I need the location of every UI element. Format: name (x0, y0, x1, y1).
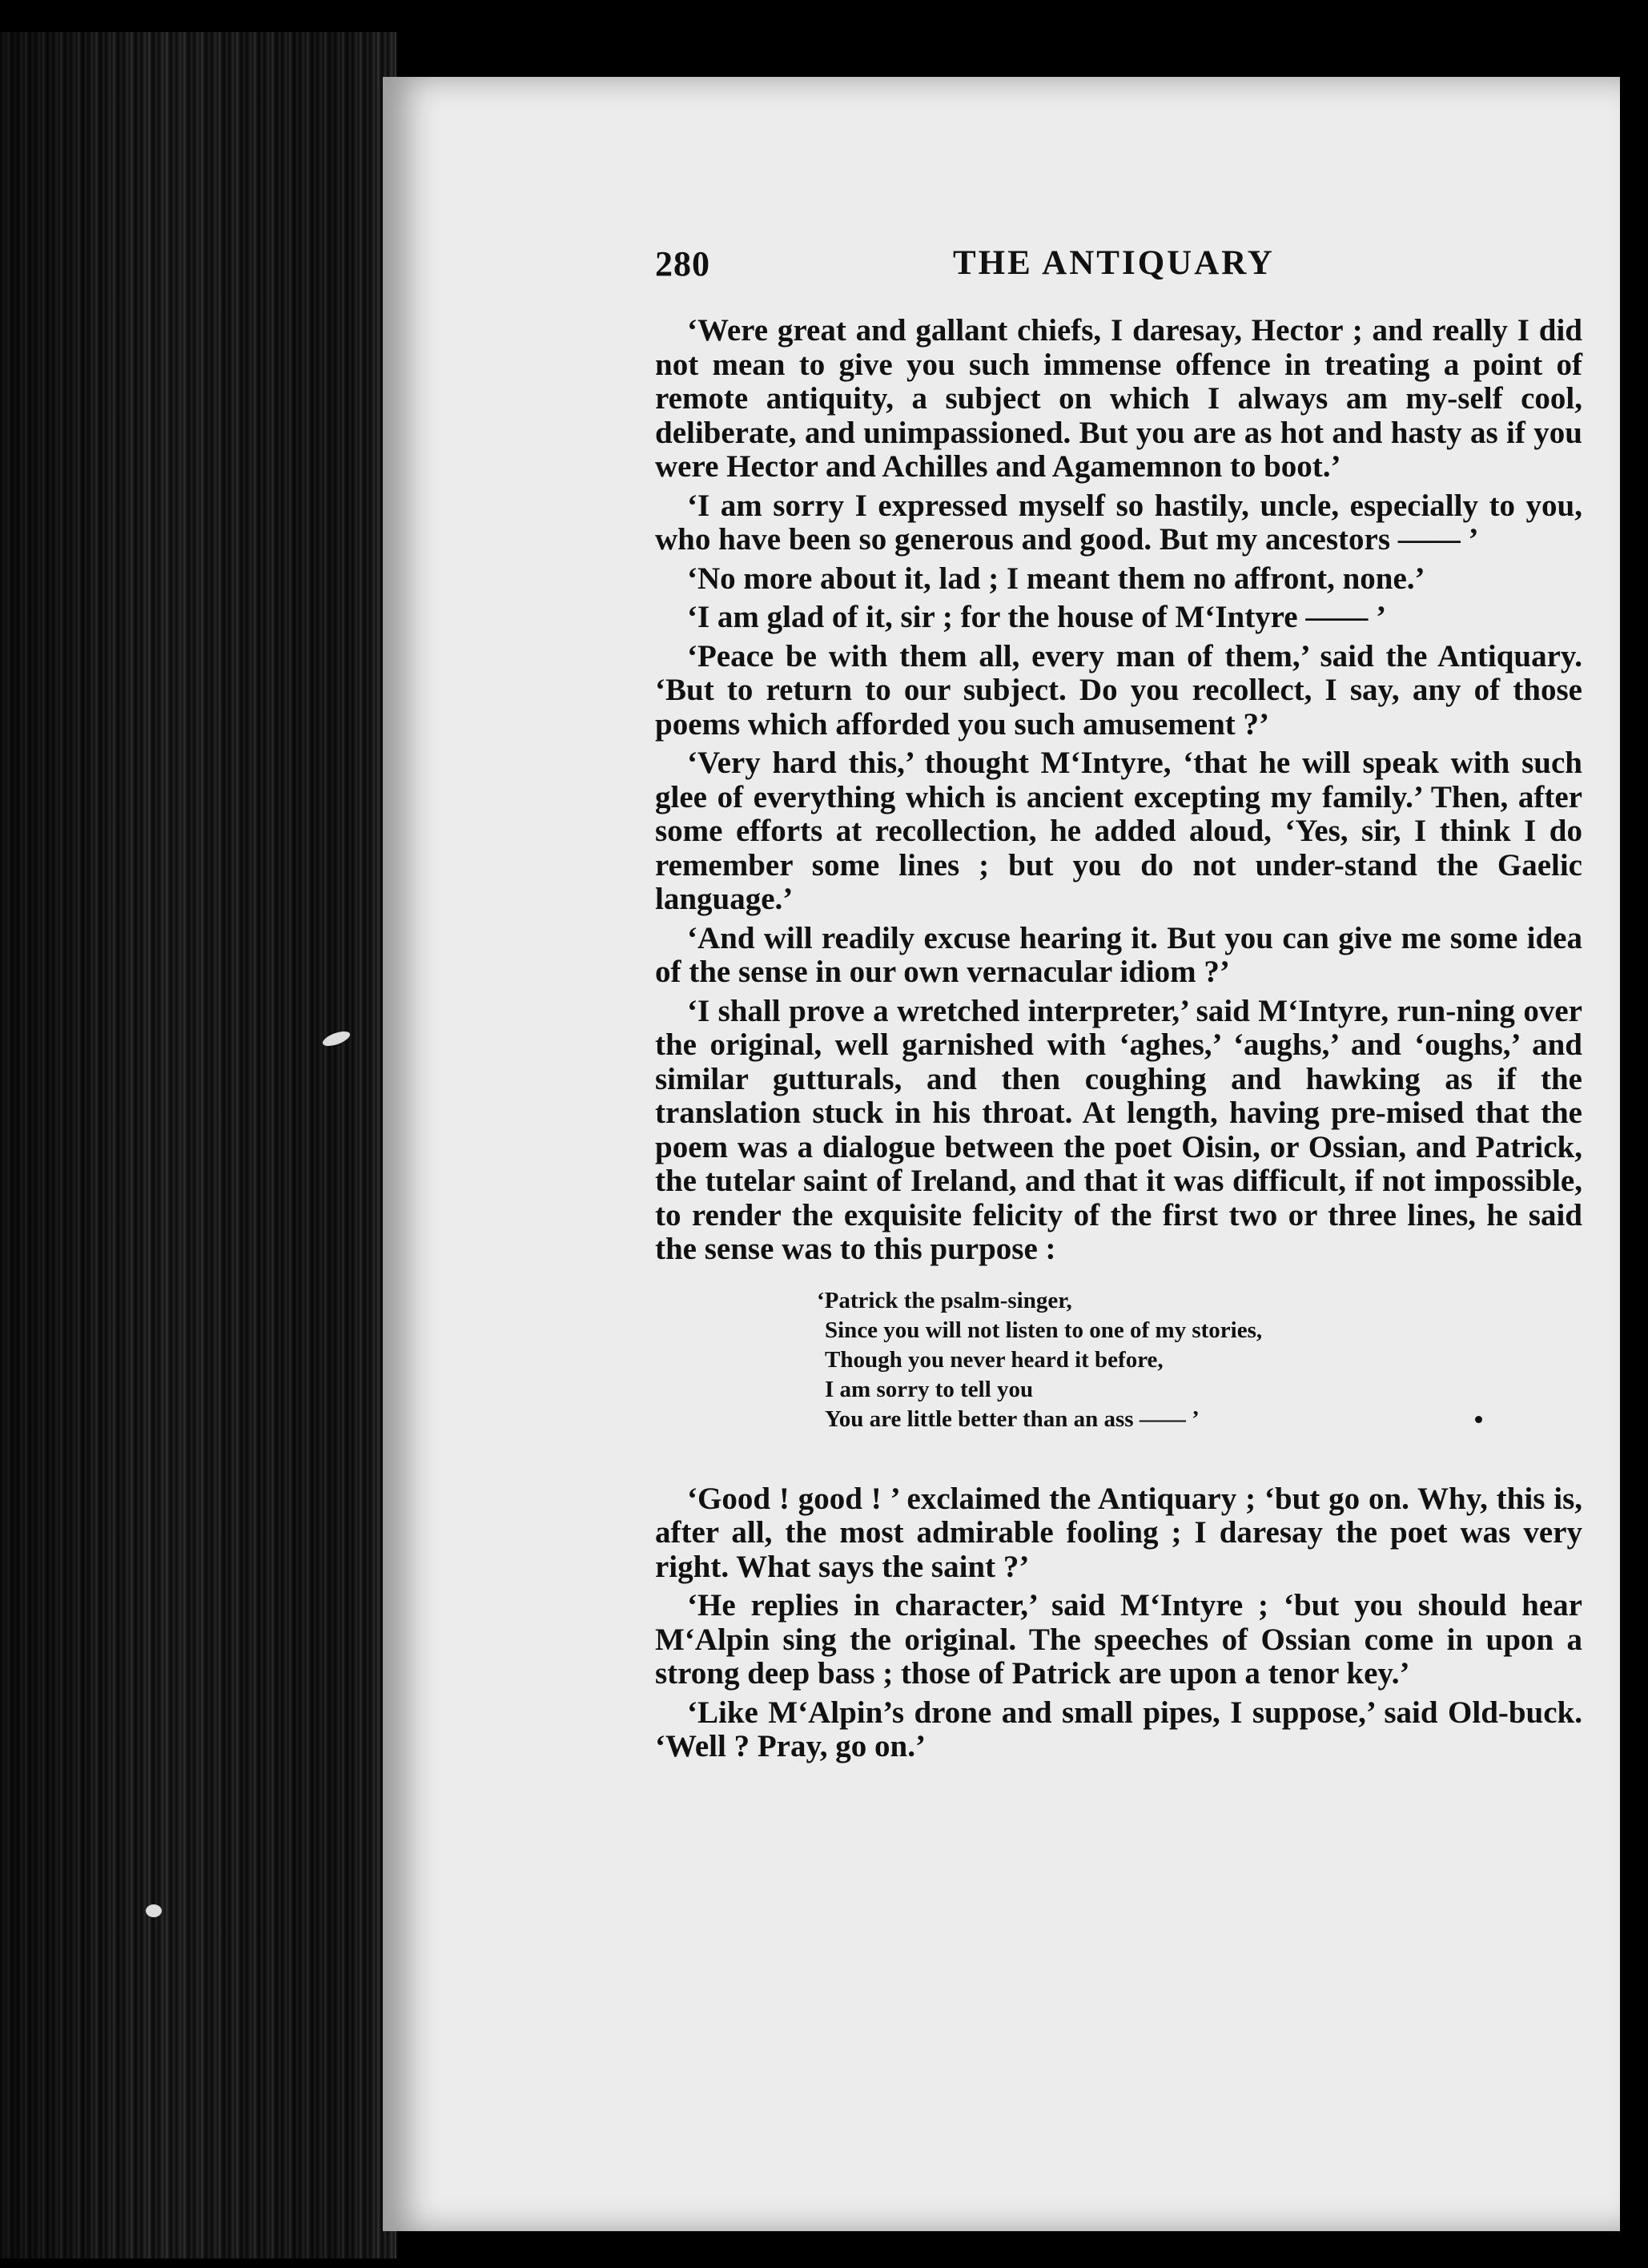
paper-mark (146, 1904, 162, 1917)
paragraph: ‘Very hard this,’ thought M‘Intyre, ‘that he will speak with such glee of everything which is ancient excepting my family.’ Then, after some efforts at recollection, he added aloud, ‘Yes, sir, I think I do remember some lines ; but you do not under-stand the Gaelic language.’ (655, 746, 1582, 916)
paragraph: ‘He replies in character,’ said M‘Intyre ; ‘but you should hear M‘Alpin sing the original. The speeches of Ossian come in upon a strong deep bass ; those of Patrick are upon a tenor key.’ (655, 1588, 1582, 1691)
running-head: THE ANTIQUARY (953, 244, 1275, 282)
page-header (655, 243, 1582, 300)
verse-line: Though you never heard it before, (825, 1346, 1164, 1373)
paragraph: ‘I am glad of it, sir ; for the house of M‘Intyre —— ’ (687, 600, 1387, 634)
verse-line: Since you will not listen to one of my stories, (825, 1317, 1263, 1343)
book-page-edges (0, 32, 396, 2258)
paragraph: ‘No more about it, lad ; I meant them no affront, none.’ (687, 561, 1425, 596)
paragraph: ‘Were great and gallant chiefs, I daresay, Hector ; and really I did not mean to give you such immense offence in treating a point of remote antiquity, a subject on which I always am my-self cool, deliberate, and unimpassioned. But you are as hot and hasty as if you were Hector and Achilles and Agamemnon to boot.’ (655, 313, 1582, 484)
book-page (383, 77, 1620, 2231)
verse-line: ‘Patrick the psalm-singer, (817, 1287, 1072, 1313)
verse-line: You are little better than an ass —— ’ (825, 1405, 1200, 1432)
verse-line: I am sorry to tell you (825, 1376, 1034, 1402)
paragraph: ‘I am sorry I expressed myself so hastily, uncle, especially to you, who have been so generous and good. But my ancestors —— ’ (655, 488, 1582, 557)
paragraph: ‘And will readily excuse hearing it. But you can give me some idea of the sense in our own vernacular idiom ?’ (655, 920, 1582, 989)
paragraph: ‘Good ! good ! ’ exclaimed the Antiquary ; ‘but go on. Why, this is, after all, the most admirable fooling ; I daresay the poet was very right. What says the saint ?’ (655, 1481, 1582, 1584)
page-number: 280 (655, 244, 710, 284)
ink-dot (1475, 1416, 1482, 1423)
paragraph: ‘Peace be with them all, every man of them,’ said the Antiquary. ‘But to return to our subject. Do you recollect, I say, any of those poems which afforded you such amusement ?’ (655, 638, 1582, 742)
verse-quotation (817, 1286, 1582, 1434)
body-text (655, 314, 1582, 1764)
paragraph: ‘I shall prove a wretched interpreter,’ said M‘Intyre, run-ning over the original, well garnished with ‘aghes,’ ‘aughs,’ and ‘oughs,’ and similar gutturals, and then coughing and hawking as if the translation stuck in his throat. At length, having pre-mised that the poem was a dialogue between the poet Oisin, or Ossian, and Patrick, the tutelar saint of Ireland, and that it was difficult, if not impossible, to render the exquisite felicity of the first two or three lines, he said the sense was to this purpose : (655, 993, 1582, 1266)
page-content (655, 243, 1582, 1769)
paragraph: ‘Like M‘Alpin’s drone and small pipes, I suppose,’ said Old-buck. ‘Well ? Pray, go on.’ (655, 1695, 1582, 1763)
